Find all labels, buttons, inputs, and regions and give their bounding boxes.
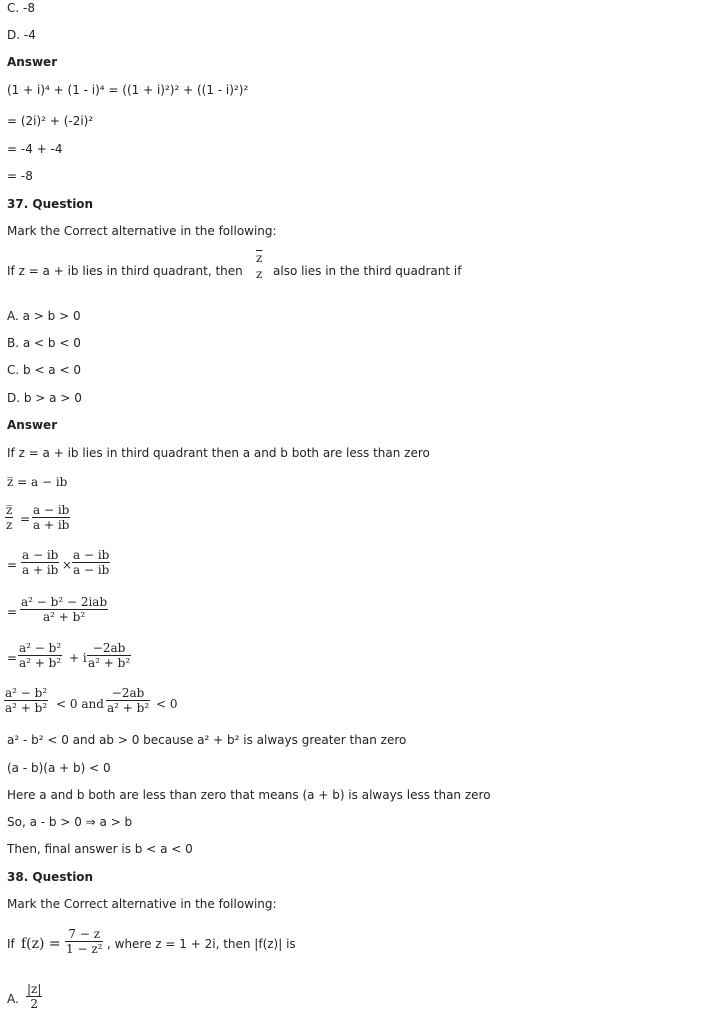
fraction-numerator: z̅: [6, 503, 13, 517]
zbar-equation: z̅ = a − ib: [7, 475, 68, 489]
answer-heading: Answer: [7, 55, 58, 69]
option-d: D. -4: [7, 28, 36, 42]
question-38-instruction: Mark the Correct alternative in the following:: [7, 897, 277, 911]
fraction-numerator: a² − b²: [19, 641, 62, 655]
fraction-numerator: −2ab: [92, 641, 126, 655]
final-answer: Then, final answer is b < a < 0: [7, 842, 193, 856]
option-a-label: A.: [7, 992, 19, 1006]
fraction-denominator: a² + b²: [88, 656, 131, 670]
zbar-over-z-fraction: [255, 251, 263, 281]
fraction-numerator: a² − b² − 2iab: [21, 595, 108, 609]
question-38-heading: 38. Question: [7, 870, 94, 884]
equals-sign: =: [7, 558, 18, 572]
function-fraction: [65, 927, 103, 956]
fraction-denominator: z: [6, 518, 13, 532]
fraction-denominator: z: [256, 267, 263, 281]
times-sign: ×: [62, 558, 73, 572]
answer-step: = -4 + -4: [7, 142, 63, 156]
function-lhs: f(z) =: [21, 936, 61, 952]
real-part-fraction: [4, 686, 48, 715]
fraction-denominator: a − ib: [73, 563, 110, 577]
equals-sign: =: [7, 605, 18, 619]
answer-intro: If z = a + ib lies in third quadrant then a and b both are less than zero: [7, 446, 430, 460]
equals-sign: =: [7, 651, 18, 665]
fraction-denominator: a² + b²: [19, 656, 62, 670]
answer-step: = -8: [7, 169, 33, 183]
fraction-numerator: a² − b²: [5, 686, 48, 700]
imaginary-part-fraction: [106, 686, 150, 715]
option-c: C. -8: [7, 1, 35, 15]
fraction-1: [21, 548, 59, 577]
answer-line: a² - b² < 0 and ab > 0 because a² + b² is always greater than zero: [7, 733, 407, 747]
fraction-numerator: a − ib: [22, 548, 59, 562]
imaginary-part-fraction: [87, 641, 131, 670]
fraction-numerator: −2ab: [111, 686, 145, 700]
fraction-numerator: |z|: [27, 982, 42, 996]
fraction-denominator: a + ib: [33, 518, 70, 532]
option-a-fraction: [26, 982, 42, 1011]
option-c: C. b < a < 0: [7, 363, 81, 377]
fraction-denominator: a² + b²: [107, 701, 150, 715]
answer-step: (1 + i)⁴ + (1 - i)⁴ = ((1 + i)²)² + ((1 - i)²)²: [7, 83, 249, 97]
inequality-and: < 0 and: [56, 697, 104, 711]
option-b: B. a < b < 0: [7, 336, 81, 350]
fraction-2: [72, 548, 110, 577]
equals-sign: =: [20, 512, 31, 526]
question-37-text-before: If z = a + ib lies in third quadrant, then: [7, 264, 243, 278]
inequality: < 0: [156, 697, 178, 711]
fraction-numerator: 7 − z: [68, 927, 101, 941]
option-a: A. a > b > 0: [7, 309, 81, 323]
fraction-denominator: a + ib: [22, 563, 59, 577]
fraction-numerator: a − ib: [33, 503, 70, 517]
question-37-heading: 37. Question: [7, 197, 94, 211]
fraction-denominator: 1 − z²: [66, 942, 103, 956]
fraction-numerator: a − ib: [73, 548, 110, 562]
answer-step: = (2i)² + (-2i)²: [7, 114, 94, 128]
question-37-instruction: Mark the Correct alternative in the following:: [7, 224, 277, 238]
fraction-denominator: 2: [30, 997, 39, 1011]
answer-line: So, a - b > 0 ⇒ a > b: [7, 815, 133, 829]
fraction-a-minus-ib-over-a-plus-ib: [32, 503, 70, 532]
question-38-text-after: , where z = 1 + 2i, then |f(z)| is: [107, 937, 296, 951]
option-d: D. b > a > 0: [7, 391, 82, 405]
plus-i: + i: [69, 651, 87, 665]
fraction-expanded: [20, 595, 108, 624]
real-part-fraction: [18, 641, 62, 670]
fraction-denominator: a² + b²: [5, 701, 48, 715]
question-38-if: If: [7, 937, 15, 951]
answer-line: Here a and b both are less than zero that means (a + b) is always less than zero: [7, 788, 491, 802]
fraction-denominator: a² + b²: [43, 610, 86, 624]
answer-line: (a - b)(a + b) < 0: [7, 761, 111, 775]
zbar-over-z: [5, 503, 13, 532]
answer-heading: Answer: [7, 418, 58, 432]
fraction-numerator: $\overline{z}$: [256, 251, 263, 265]
question-37-text-after: also lies in the third quadrant if: [273, 264, 462, 278]
